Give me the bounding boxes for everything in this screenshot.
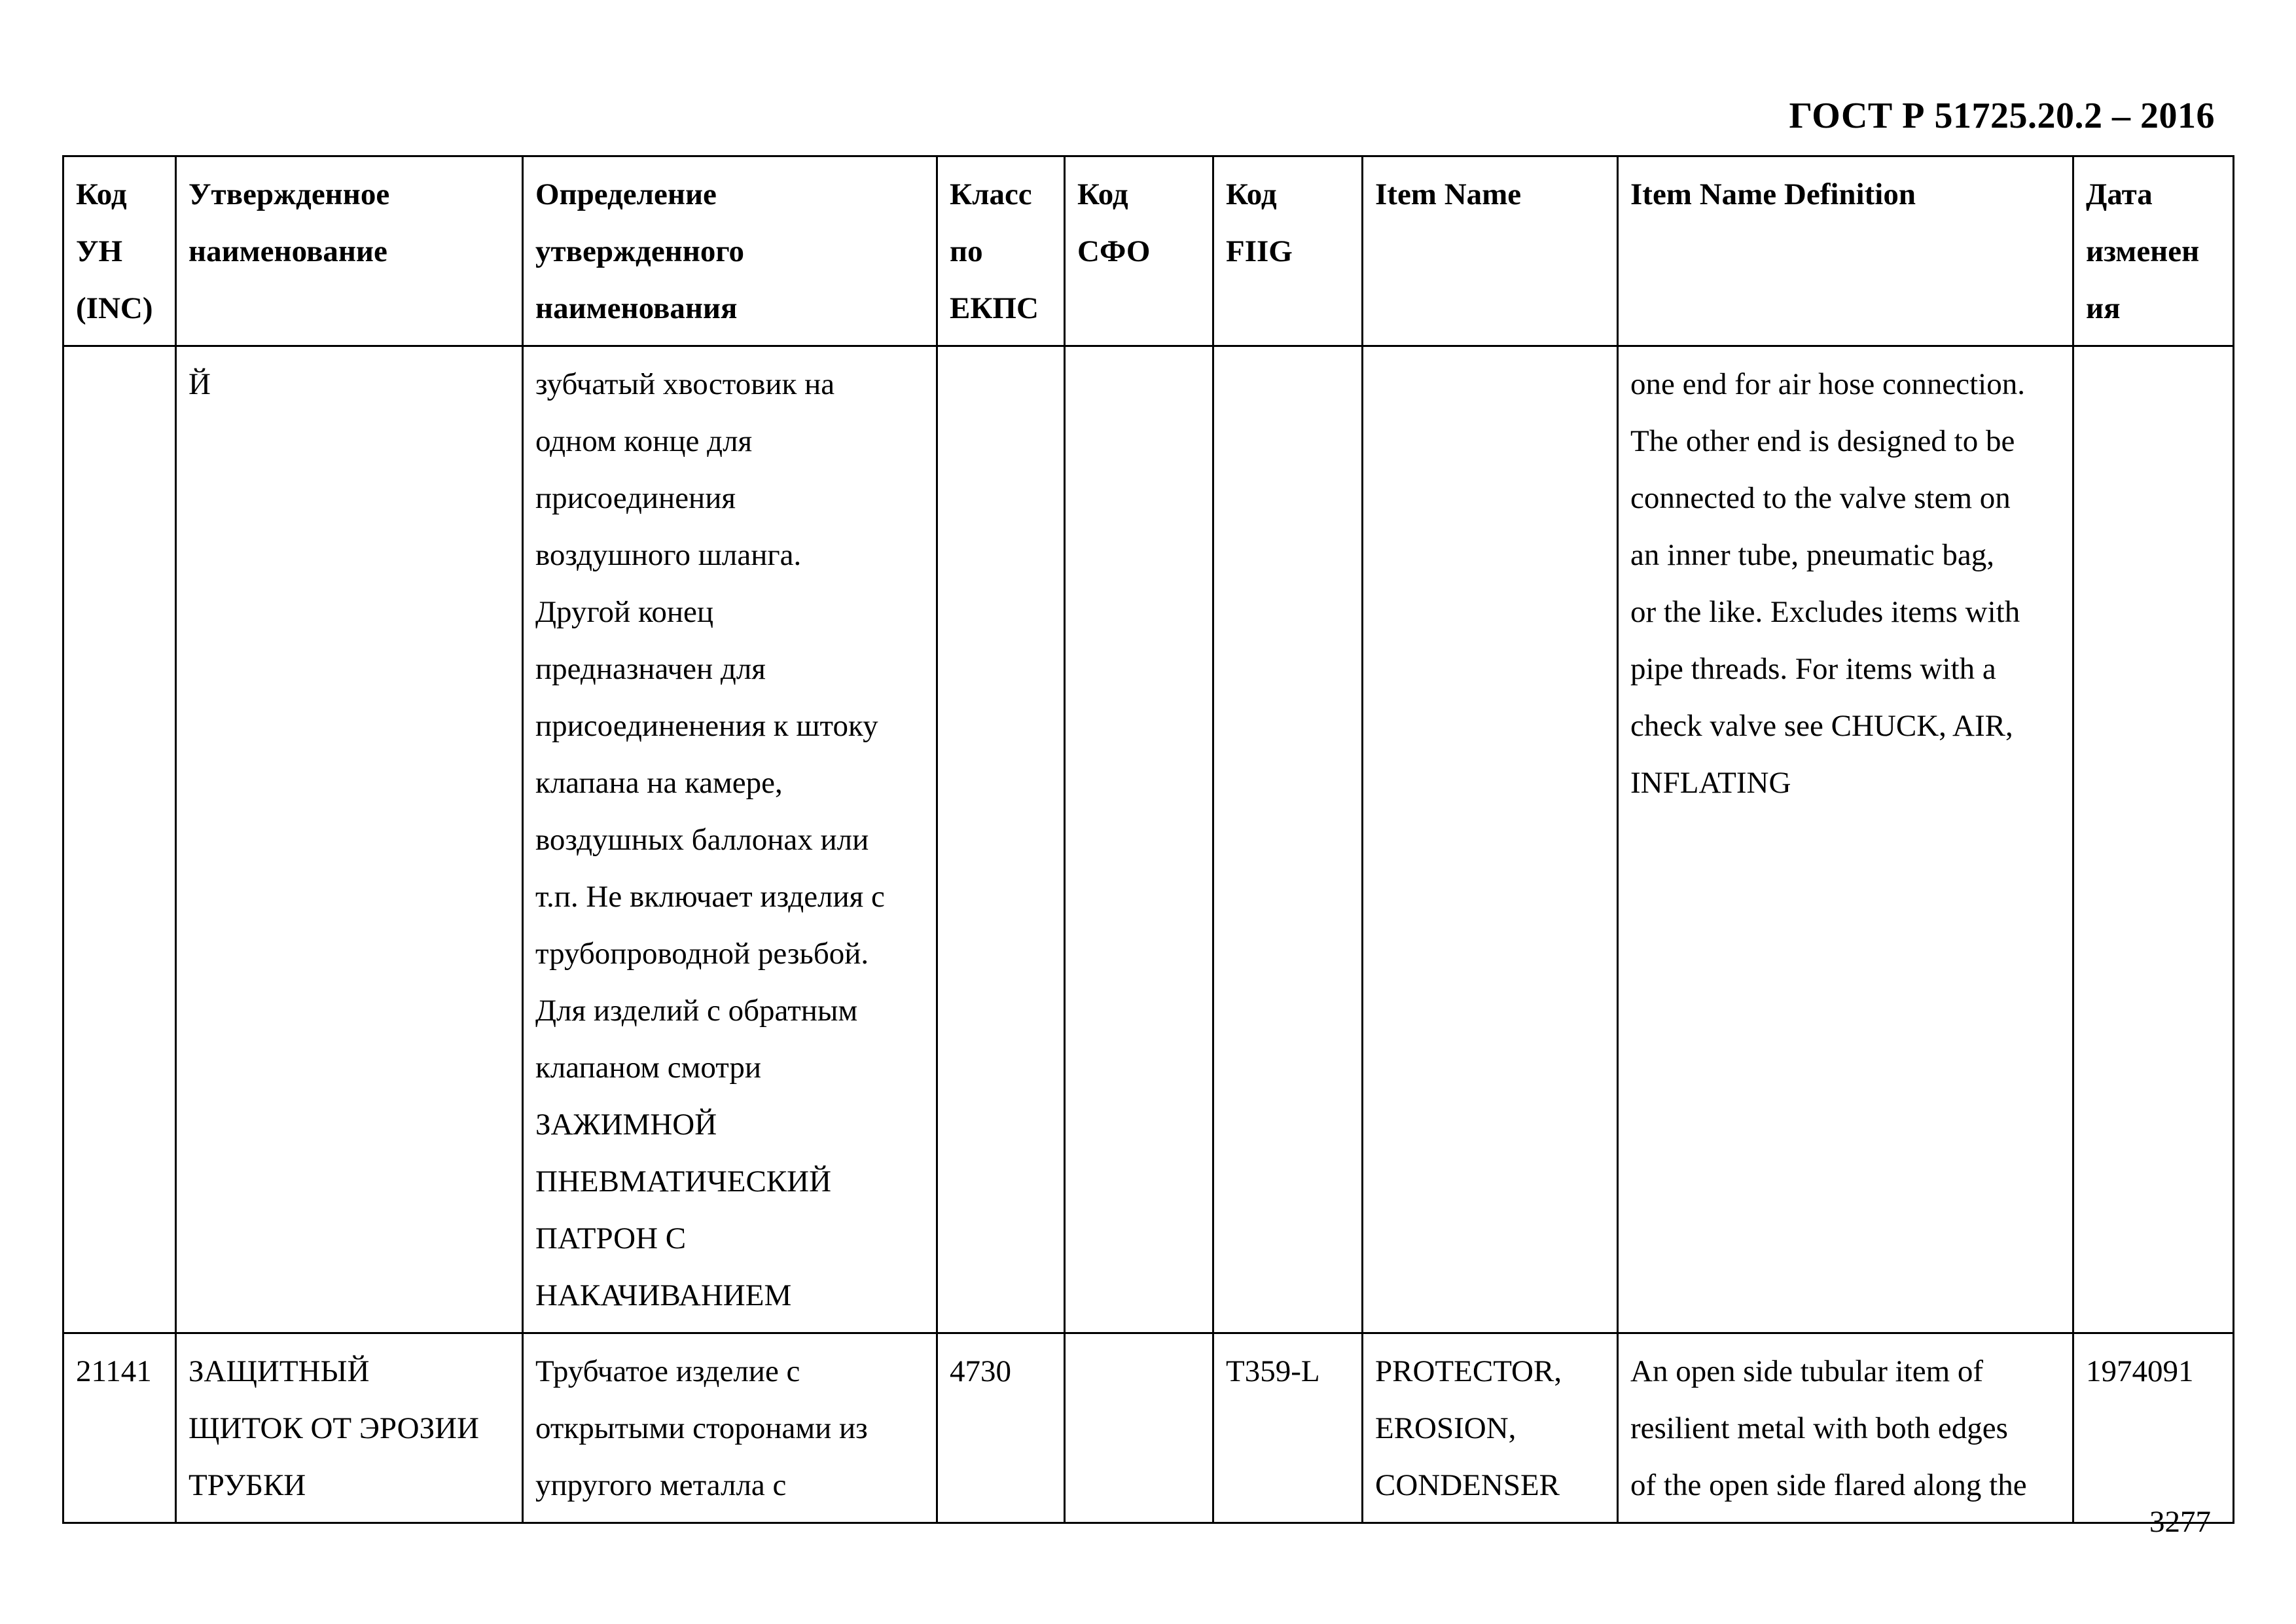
cell-sfo-code (1065, 1333, 1213, 1523)
table-row (63, 1333, 2234, 1523)
cell-item-name-definition: one end for air hose connection. The other end is designed to be connected to the valve stem on an inner tube, pneumatic bag, or the like. Excludes items with pipe threads. For items with a check valve see CHUCK, AIR, INFLATING (1618, 346, 2073, 1333)
col-header-sfo-code: Код СФО (1065, 156, 1213, 346)
cell-approved-name-definition: Трубчатое изделие с открытыми сторонами из упругого металла с (523, 1333, 937, 1523)
col-header-change-date: Дата изменен ия (2073, 156, 2234, 346)
col-header-fiig-code: Код FIIG (1213, 156, 1363, 346)
cell-item-name (1363, 346, 1618, 1333)
cell-change-date (2073, 346, 2234, 1333)
cell-ekps-class (937, 346, 1065, 1333)
cell-inc-code (63, 346, 176, 1333)
cell-fiig-code: T359-L (1213, 1333, 1363, 1523)
cell-ekps-class: 4730 (937, 1333, 1065, 1523)
col-header-inc-code: Код УН (INC) (63, 156, 176, 346)
cell-approved-name: ЗАЩИТНЫЙ ЩИТОК ОТ ЭРОЗИИ ТРУБКИ (176, 1333, 523, 1523)
cell-sfo-code (1065, 346, 1213, 1333)
table-header-row (63, 156, 2234, 346)
cell-change-date: 1974091 (2073, 1333, 2234, 1523)
col-header-approved-name-definition: Определение утвержденного наименования (523, 156, 937, 346)
cell-fiig-code (1213, 346, 1363, 1333)
col-header-item-name-definition: Item Name Definition (1618, 156, 2073, 346)
cell-item-name: PROTECTOR, EROSION, CONDENSER (1363, 1333, 1618, 1523)
col-header-approved-name: Утвержденное наименование (176, 156, 523, 346)
document-standard-header: ГОСТ Р 51725.20.2 – 2016 (1789, 96, 2215, 136)
col-header-ekps-class: Класс по ЕКПС (937, 156, 1065, 346)
page-number: 3277 (2149, 1505, 2211, 1539)
cell-approved-name: Й (176, 346, 523, 1333)
col-header-item-name: Item Name (1363, 156, 1618, 346)
cell-item-name-definition: An open side tubular item of resilient metal with both edges of the open side flared along the (1618, 1333, 2073, 1523)
cell-approved-name-definition: зубчатый хвостовик на одном конце для присоединения воздушного шланга. Другой конец предназначен для присоединенения к штоку клапана на камере, воздушных баллонах или т.п. Не включает изделия с трубопроводной резьбой. Для изделий с обратным клапаном смотри ЗАЖИМНОЙ ПНЕВМАТИЧЕСКИЙ ПАТРОН С НАКАЧИВАНИЕМ (523, 346, 937, 1333)
classification-table (62, 155, 2234, 1524)
cell-inc-code: 21141 (63, 1333, 176, 1523)
table-row (63, 346, 2234, 1333)
